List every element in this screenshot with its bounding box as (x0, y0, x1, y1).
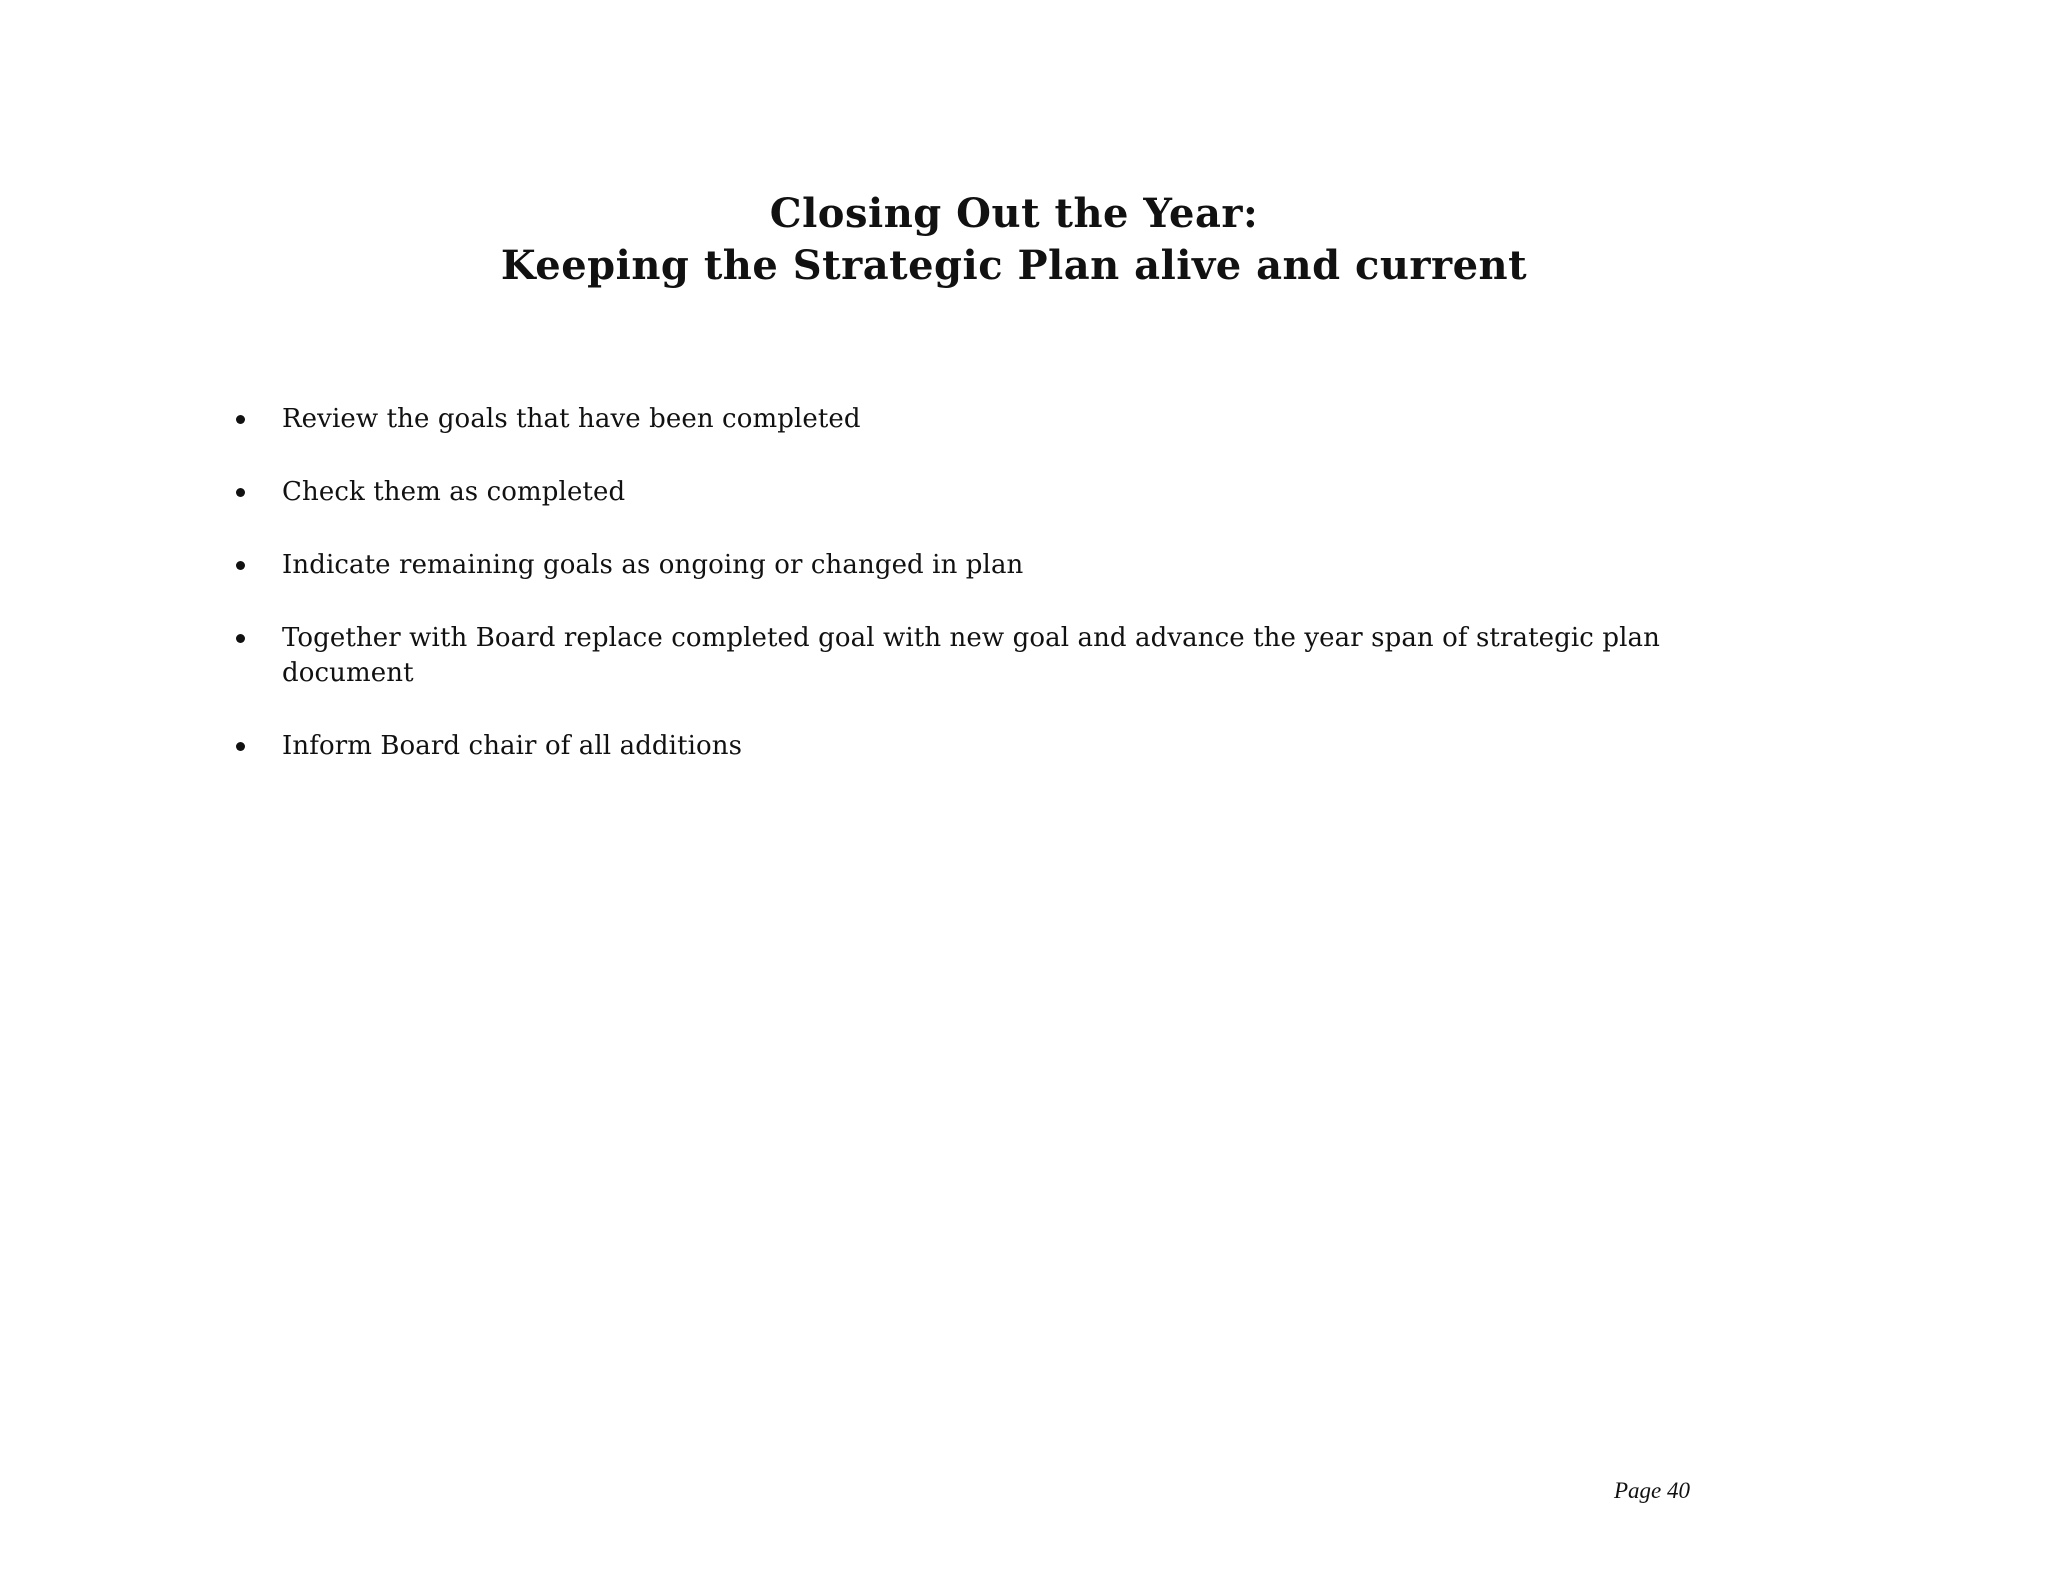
bullet-icon (236, 415, 245, 424)
page-title (0, 188, 2048, 292)
bullet-icon (236, 488, 245, 497)
title-line-1: Closing Out the Year: (769, 190, 1259, 237)
bullet-icon (236, 561, 245, 570)
bullet-icon (236, 634, 245, 643)
list-item (236, 402, 1696, 437)
list-item-text: Indicate remaining goals as ongoing or changed in plan (282, 550, 1024, 580)
page-number: Page 40 (1613, 1478, 1690, 1503)
list-item-text: Together with Board replace completed goal with new goal and advance the year span of strategic plan document (282, 623, 1660, 688)
title-line-2: Keeping the Strategic Plan alive and current (500, 242, 1528, 289)
list-item (236, 548, 1696, 583)
list-item (236, 621, 1696, 691)
list-item (236, 729, 1696, 764)
list-item-text: Review the goals that have been completed (282, 404, 861, 434)
list-item-text: Check them as completed (282, 477, 626, 507)
bullet-icon (236, 742, 245, 751)
bullet-list (236, 402, 1696, 802)
list-item-text: Inform Board chair of all additions (282, 731, 743, 761)
list-item (236, 475, 1696, 510)
